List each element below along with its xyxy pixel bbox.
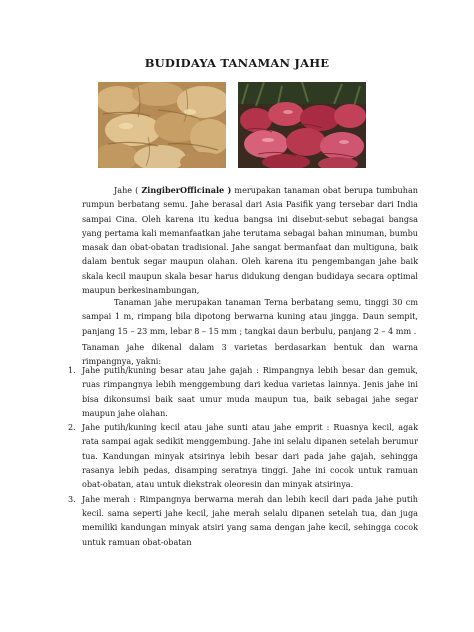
intro-lead: Jahe ( bbox=[114, 185, 142, 195]
intro-body: merupakan tanaman obat berupa tumbuhan rumpun berbatang semu. Jahe berasal dari Asia Pasifik yang tersebar dari India sampai Cina. Oleh karena itu kedua bangsa ini disebut-sebut sebagai bangsa yang pertama kali memanfaatkan jahe terutama sebagai bahan minuman, bumbu masak dan obat-obatan tradisional. Jahe sangat bermanfaat dan multiguna, baik dalam bentuk segar maupun olahan. Oleh karena itu pengembangan jahe baik skala kecil maupun skala besar harus didukung dengan budidaya secara optimal maupun berkesinambungan, bbox=[82, 185, 418, 296]
list-item bbox=[68, 492, 418, 549]
list-item-text: Jahe putih/kuning besar atau jahe gajah : Rimpangnya lebih besar dan gemuk, ruas rimpangnya lebih menggembung dari kedua varietas lainnya. Jenis jahe ini bisa dikonsumsi baik saat umur muda maupun tua, baik sebagai jahe segar maupun jahe olahan. bbox=[82, 365, 418, 418]
list-item-text: Jahe merah : Rimpangnya berwarna merah dan lebih kecil dari pada jahe putih kecil. sama seperti jahe kecil, jahe merah selalu dipanen setelah tua, dan juga memiliki kandungan minyak atsiri yang sama dengan jahe kecil, sehingga cocok untuk ramuan obat-obatan bbox=[82, 493, 418, 547]
red-ginger-rhizome-image bbox=[238, 82, 366, 168]
document-title: BUDIDAYA TANAMAN JAHE bbox=[144, 56, 330, 70]
ginger-rhizome-image bbox=[98, 82, 226, 168]
list-item-number: 3. bbox=[68, 493, 76, 504]
red-ginger-photo bbox=[238, 82, 366, 168]
intro-paragraph bbox=[82, 183, 418, 297]
list-item-text: Jahe putih/kuning kecil atau jahe sunti atau jahe emprit : Ruasnya kecil, agak rata sampai agak sedikit menggembung. Jahe ini selalu dipanen setelah berumur tua. Kandungan minyak atsirinya lebih besar dari pada jahe gajah, sehingga rasanya lebih pedas, disamping seratnya tinggi. Jahe ini cocok untuk ramuan obat-obatan, atau untuk diekstrak oleoresin dan minyak atsirinya. bbox=[82, 422, 418, 490]
list-item bbox=[68, 363, 418, 420]
list-item-number: 2. bbox=[68, 422, 76, 433]
ginger-photo bbox=[98, 82, 226, 168]
list-item-number: 1. bbox=[68, 365, 76, 375]
species-name: ZingiberOfficinale ) bbox=[141, 185, 232, 195]
varieties-list bbox=[68, 363, 418, 549]
varieties-intro: Tanaman jahe dikenal dalam 3 varietas berdasarkan bentuk dan warna rimpangnya, yakni: bbox=[82, 342, 418, 367]
list-item bbox=[68, 420, 418, 491]
description-paragraph: Tanaman jahe merupakan tanaman Terna berbatang semu, tinggi 30 cm sampai 1 m, rimpang bila dipotong berwarna kuning atau jingga. Daun sempit, panjang 15 – 23 mm, lebar 8 – 15 mm ; tangkai daun berbulu, panjang 2 – 4 mm . bbox=[82, 297, 418, 336]
